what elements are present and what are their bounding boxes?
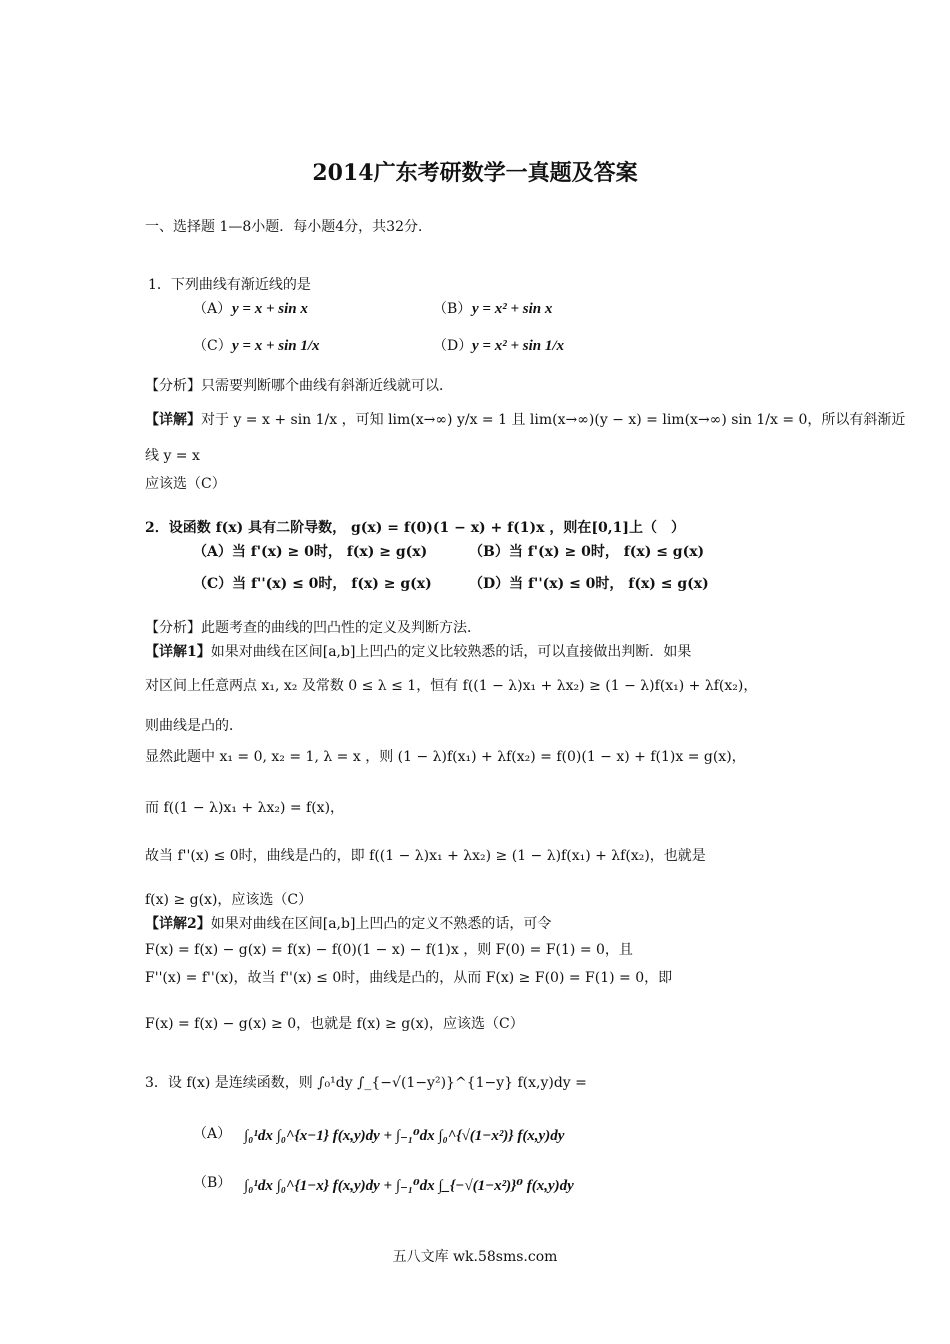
q1-option-b: y = x² + sin x (472, 301, 553, 317)
q2-detail2-label: 【详解2】 (145, 916, 211, 932)
q1-stem: 1．下列曲线有渐近线的是 (148, 277, 311, 293)
document-title: 2014广东考研数学一真题及答案 (312, 160, 638, 186)
q2-detail1-line5: 而 f((1 − λ)x₁ + λx₂) = f(x)， (145, 800, 345, 816)
q1-detail-cont: 线 y = x (145, 448, 200, 464)
q2-analysis: 【分析】此题考查的曲线的凹凸性的定义及判断方法． (145, 620, 481, 636)
q1-option-d: y = x² + sin 1/x (472, 338, 565, 354)
q2-option-d: （D）当 f''(x) ≤ 0时， f(x) ≤ g(x) (469, 576, 709, 592)
q2-detail1-line2: 对区间上任意两点 x₁, x₂ 及常数 0 ≤ λ ≤ 1，恒有 f((1 − λ)x₁ + λx₂) ≥ (1 − λ)f(x₁) + λf(x₂)， (145, 678, 758, 694)
q2-detail1-line7: f(x) ≥ g(x)，应该选（C） (145, 892, 313, 908)
q1-detail: 对于 y = x + sin 1/x ，可知 lim(x→∞) y/x = 1 且 lim(x→∞)(y − x) = lim(x→∞) sin 1/x = 0，所以有斜渐近 (201, 412, 906, 428)
q3-option-a-label: （A） (193, 1126, 232, 1142)
q2-option-a: （A）当 f'(x) ≥ 0时， f(x) ≥ g(x) (193, 544, 428, 560)
q2-detail2-line4: F(x) = f(x) − g(x) ≥ 0，也就是 f(x) ≥ g(x)，应该选（C） (145, 1016, 524, 1032)
q3-option-b-label: （B） (193, 1175, 232, 1191)
q2-detail1-line4: 显然此题中 x₁ = 0, x₂ = 1, λ = x ，则 (1 − λ)f(x₁) + λf(x₂) = f(0)(1 − x) + f(1)x = g(x)， (145, 749, 746, 765)
q2-detail1-line1: 如果对曲线在区间[a,b]上凹凸的定义比较熟悉的话，可以直接做出判断．如果 (210, 644, 692, 660)
q2-option-b: （B）当 f'(x) ≥ 0时， f(x) ≤ g(x) (469, 544, 705, 560)
q1-option-d-label: （D） (433, 338, 473, 354)
q2-detail2-line2: F(x) = f(x) − g(x) = f(x) − f(0)(1 − x) − f(1)x ，则 F(0) = F(1) = 0，且 (145, 942, 633, 958)
q2-stem: 2．设函数 f(x) 具有二阶导数， g(x) = f(0)(1 − x) + f(1)x ，则在[0,1]上（ ） (145, 520, 685, 536)
q1-option-b-label: （B） (433, 301, 472, 317)
q1-option-a-label: （A） (193, 301, 232, 317)
q2-detail2-line3: F''(x) = f''(x)，故当 f''(x) ≤ 0时，曲线是凸的，从而 F(x) ≥ F(0) = F(1) = 0，即 (145, 970, 673, 986)
q1-answer: 应该选（C） (145, 476, 226, 492)
q2-option-c: （C）当 f''(x) ≤ 0时， f(x) ≥ g(x) (193, 576, 432, 592)
section-heading: 一、选择题 1—8小题．每小题4分，共32分． (145, 219, 432, 235)
q1-option-c-label: （C） (193, 338, 232, 354)
q1-detail-label: 【详解】 (145, 412, 201, 428)
q3-stem: 3．设 f(x) 是连续函数，则 ∫₀¹dy ∫_{−√(1−y²)}^{1−y} f(x,y)dy = (145, 1075, 587, 1091)
q3-option-a: ∫₀¹dx ∫₀^{x−1} f(x,y)dy + ∫₋₁⁰dx ∫₀^{√(1−x²)} f(x,y)dy (244, 1128, 565, 1144)
q1-analysis: 【分析】只需要判断哪个曲线有斜渐近线就可以． (145, 378, 453, 394)
q1-option-c: y = x + sin 1/x (232, 338, 320, 354)
q3-option-b: ∫₀¹dx ∫₀^{1−x} f(x,y)dy + ∫₋₁⁰dx ∫_{−√(1−x²)}⁰ f(x,y)dy (244, 1178, 574, 1194)
q1-option-a: y = x + sin x (232, 301, 308, 317)
q2-detail1-line3: 则曲线是凸的． (145, 718, 243, 734)
q2-detail1-line6: 故当 f''(x) ≤ 0时，曲线是凸的，即 f((1 − λ)x₁ + λx₂) ≥ (1 − λ)f(x₁) + λf(x₂)，也就是 (145, 848, 706, 864)
q2-detail1-label: 【详解1】 (145, 644, 211, 660)
footer-watermark: 五八文库 wk.58sms.com (392, 1249, 558, 1265)
q2-detail2-line1: 如果对曲线在区间[a,b]上凹凸的定义不熟悉的话，可令 (210, 916, 552, 932)
